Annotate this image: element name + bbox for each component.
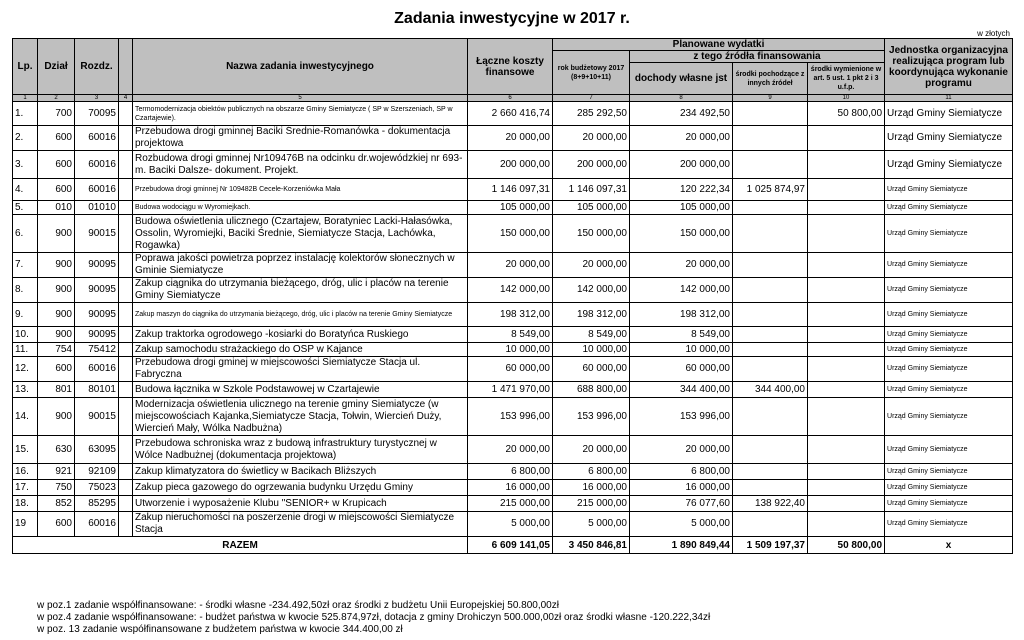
row-wymienione	[808, 480, 885, 496]
table-row	[13, 512, 1013, 537]
row-dochody: 76 077,60	[630, 496, 733, 512]
row-laczne: 5 000,00	[468, 512, 553, 537]
row-empty	[119, 436, 133, 464]
row-srodki	[733, 278, 808, 303]
row-jednostka: Urząd Gminy Siemiatycze	[885, 382, 1013, 398]
row-laczne: 200 000,00	[468, 151, 553, 179]
row-dzial: 750	[38, 480, 75, 496]
row-dochody: 150 000,00	[630, 215, 733, 253]
row-jednostka: Urząd Gminy Siemiatycze	[885, 201, 1013, 215]
row-dochody: 20 000,00	[630, 436, 733, 464]
col-number: 5	[133, 95, 468, 102]
row-lp: 19	[13, 512, 38, 537]
row-srodki: 138 922,40	[733, 496, 808, 512]
row-nazwa: Termomodernizacja obiektów publicznych na obszarze Gminy Siemiatycze ( SP w Szerszeniach, SP w Czartajewie).	[133, 102, 468, 126]
row-rozdz: 60016	[75, 151, 119, 179]
row-srodki	[733, 102, 808, 126]
row-lp: 7.	[13, 253, 38, 278]
row-laczne: 198 312,00	[468, 303, 553, 327]
row-rok: 200 000,00	[553, 151, 630, 179]
row-rok: 6 800,00	[553, 464, 630, 480]
row-rok: 20 000,00	[553, 436, 630, 464]
row-jednostka: Urząd Gminy Siemiatycze	[885, 179, 1013, 201]
row-empty	[119, 102, 133, 126]
row-wymienione	[808, 215, 885, 253]
row-dzial: 900	[38, 278, 75, 303]
row-dzial: 630	[38, 436, 75, 464]
row-srodki	[733, 327, 808, 343]
row-lp: 3.	[13, 151, 38, 179]
row-nazwa: Zakup maszyn do ciągnika do utrzymania bieżącego, dróg, ulic i placów na terenie Gminy Siemiatycze	[133, 303, 468, 327]
row-lp: 5.	[13, 201, 38, 215]
row-rok: 20 000,00	[553, 126, 630, 151]
row-jednostka: Urząd Gminy Siemiatycze	[885, 327, 1013, 343]
row-lp: 10.	[13, 327, 38, 343]
row-empty	[119, 496, 133, 512]
row-dzial: 754	[38, 343, 75, 357]
row-wymienione	[808, 327, 885, 343]
col-number: 8	[630, 95, 733, 102]
row-dzial: 600	[38, 179, 75, 201]
row-rozdz: 80101	[75, 382, 119, 398]
row-wymienione	[808, 464, 885, 480]
row-srodki: 344 400,00	[733, 382, 808, 398]
col-number: 10	[808, 95, 885, 102]
row-jednostka: Urząd Gminy Siemiatycze	[885, 151, 1013, 179]
row-laczne: 10 000,00	[468, 343, 553, 357]
row-srodki	[733, 151, 808, 179]
row-nazwa: Przebudowa drogi gminej w miejscowości Siemiatycze Stacja ul. Fabryczna	[133, 357, 468, 382]
table-row	[13, 303, 1013, 327]
row-wymienione	[808, 496, 885, 512]
row-empty	[119, 398, 133, 436]
row-rozdz: 90095	[75, 327, 119, 343]
row-rok: 153 996,00	[553, 398, 630, 436]
row-wymienione	[808, 278, 885, 303]
row-dzial: 900	[38, 327, 75, 343]
row-nazwa: Przebudowa drogi gminnej Nr 109482B Cecele-Korzeniówka Mała	[133, 179, 468, 201]
total-wymienione: 50 800,00	[808, 537, 885, 554]
header-dzial: Dział	[38, 39, 75, 95]
row-dzial: 900	[38, 215, 75, 253]
header-rok: rok budżetowy 2017 (8+9+10+11)	[553, 51, 630, 95]
row-jednostka: Urząd Gminy Siemiatycze	[885, 126, 1013, 151]
header-nazwa: Nazwa zadania inwestycyjnego	[133, 39, 468, 95]
unit-label: w złotych	[977, 29, 1010, 38]
col-number: 11	[885, 95, 1013, 102]
row-dochody: 16 000,00	[630, 480, 733, 496]
row-empty	[119, 464, 133, 480]
row-lp: 16.	[13, 464, 38, 480]
total-srodki: 1 509 197,37	[733, 537, 808, 554]
table-row	[13, 102, 1013, 126]
row-rozdz: 70095	[75, 102, 119, 126]
table-row	[13, 278, 1013, 303]
header-laczne: Łączne koszty finansowe	[468, 39, 553, 95]
row-nazwa: Budowa łącznika w Szkole Podstawowej w Czartajewie	[133, 382, 468, 398]
header-srodki: środki pochodzące z innych źródeł	[733, 63, 808, 95]
header-wymienione: środki wymienione w art. 5 ust. 1 pkt 2 i 3 u.f.p.	[808, 63, 885, 95]
row-empty	[119, 357, 133, 382]
row-laczne: 153 996,00	[468, 398, 553, 436]
row-empty	[119, 151, 133, 179]
table-row	[13, 382, 1013, 398]
row-nazwa: Modernizacja oświetlenia ulicznego na terenie gminy Siemiatycze (w miejscowościach Kajanka,Siemiatycze Stacja, Tołwin, Wiercień Duży, Wiercień Mały, Wólka Nadbużna)	[133, 398, 468, 436]
table-row	[13, 496, 1013, 512]
row-srodki	[733, 480, 808, 496]
row-dzial: 852	[38, 496, 75, 512]
row-srodki	[733, 253, 808, 278]
header-ztego: z tego źródła finansowania	[630, 51, 885, 63]
row-laczne: 1 146 097,31	[468, 179, 553, 201]
row-rok: 105 000,00	[553, 201, 630, 215]
row-jednostka: Urząd Gminy Siemiatycze	[885, 303, 1013, 327]
row-jednostka: Urząd Gminy Siemiatycze	[885, 253, 1013, 278]
row-empty	[119, 327, 133, 343]
footnotes	[37, 600, 710, 636]
row-laczne: 20 000,00	[468, 126, 553, 151]
row-wymienione	[808, 382, 885, 398]
row-dochody: 234 492,50	[630, 102, 733, 126]
row-nazwa: Zakup traktorka ogrodowego -kosiarki do Boratyńca Ruskiego	[133, 327, 468, 343]
row-dzial: 600	[38, 151, 75, 179]
footnote: w poz.4 zadanie współfinansowane: - budżet państwa w kwocie 525.874,97zł, dotacja z gminy Drohiczyn 500.000,00zł oraz środki własne -120.222,34zł	[37, 612, 711, 623]
table-row	[13, 201, 1013, 215]
row-jednostka: Urząd Gminy Siemiatycze	[885, 480, 1013, 496]
row-dochody: 120 222,34	[630, 179, 733, 201]
row-dzial: 900	[38, 303, 75, 327]
row-rok: 688 800,00	[553, 382, 630, 398]
row-nazwa: Budowa oświetlenia ulicznego (Czartajew, Boratyniec Lacki-Hałasówka, Ossolin, Wyromiejki, Baciki Średnie, Siemiatycze Stacja, Lachówka, Rogawka)	[133, 215, 468, 253]
row-lp: 15.	[13, 436, 38, 464]
row-laczne: 215 000,00	[468, 496, 553, 512]
header-empty	[119, 39, 133, 95]
col-number: 3	[75, 95, 119, 102]
row-empty	[119, 343, 133, 357]
row-nazwa: Budowa wodociągu w Wyromiejkach.	[133, 201, 468, 215]
row-wymienione: 50 800,00	[808, 102, 885, 126]
row-laczne: 60 000,00	[468, 357, 553, 382]
row-empty	[119, 480, 133, 496]
row-srodki	[733, 398, 808, 436]
row-wymienione	[808, 253, 885, 278]
footnote: w poz. 13 zadanie współfinansowane z budżetem państwa w kwocie 344.400,00 zł	[37, 624, 403, 635]
table-row	[13, 398, 1013, 436]
table-row	[13, 179, 1013, 201]
row-wymienione	[808, 126, 885, 151]
row-jednostka: Urząd Gminy Siemiatycze	[885, 343, 1013, 357]
total-rok: 3 450 846,81	[553, 537, 630, 554]
row-rozdz: 60016	[75, 126, 119, 151]
row-srodki	[733, 126, 808, 151]
row-rozdz: 60016	[75, 357, 119, 382]
row-jednostka: Urząd Gminy Siemiatycze	[885, 102, 1013, 126]
row-srodki: 1 025 874,97	[733, 179, 808, 201]
row-laczne: 8 549,00	[468, 327, 553, 343]
row-wymienione	[808, 179, 885, 201]
row-nazwa: Przebudowa schroniska wraz z budową infrastruktury turystycznej w Wólce Nadbużnej (dokumentacja projektowa)	[133, 436, 468, 464]
row-dochody: 198 312,00	[630, 303, 733, 327]
total-jednostka: x	[885, 537, 1013, 554]
row-rok: 16 000,00	[553, 480, 630, 496]
page-title: Zadania inwestycyjne w 2017 r.	[394, 10, 630, 27]
row-srodki	[733, 464, 808, 480]
row-lp: 13.	[13, 382, 38, 398]
row-wymienione	[808, 436, 885, 464]
row-lp: 1.	[13, 102, 38, 126]
col-number: 4	[119, 95, 133, 102]
row-wymienione	[808, 151, 885, 179]
table-row	[13, 126, 1013, 151]
row-rozdz: 85295	[75, 496, 119, 512]
row-lp: 11.	[13, 343, 38, 357]
row-rozdz: 01010	[75, 201, 119, 215]
row-laczne: 105 000,00	[468, 201, 553, 215]
row-nazwa: Zakup pieca gazowego do ogrzewania budynku Urzędu Gminy	[133, 480, 468, 496]
row-rozdz: 90015	[75, 398, 119, 436]
row-dochody: 60 000,00	[630, 357, 733, 382]
header-planowane: Planowane wydatki	[553, 39, 885, 51]
row-dochody: 20 000,00	[630, 126, 733, 151]
col-number: 2	[38, 95, 75, 102]
row-rozdz: 75023	[75, 480, 119, 496]
row-wymienione	[808, 357, 885, 382]
row-empty	[119, 512, 133, 537]
row-lp: 18.	[13, 496, 38, 512]
row-rok: 198 312,00	[553, 303, 630, 327]
row-dzial: 700	[38, 102, 75, 126]
row-laczne: 16 000,00	[468, 480, 553, 496]
row-lp: 9.	[13, 303, 38, 327]
row-nazwa: Zakup samochodu strażackiego do OSP w Kajance	[133, 343, 468, 357]
row-lp: 8.	[13, 278, 38, 303]
row-jednostka: Urząd Gminy Siemiatycze	[885, 464, 1013, 480]
row-laczne: 150 000,00	[468, 215, 553, 253]
header-dochody: dochody własne jst	[630, 63, 733, 95]
header-jednostka: Jednostka organizacyjna realizująca program lub koordynująca wykonanie programu	[885, 39, 1013, 95]
footnote: w poz.1 zadanie współfinansowane: - środki własne -234.492,50zł oraz środki z budżetu Unii Europejskiej 50.800,00zł	[37, 600, 559, 611]
table-row	[13, 343, 1013, 357]
header-rozdz: Rozdz.	[75, 39, 119, 95]
row-wymienione	[808, 343, 885, 357]
column-numbers-row	[13, 95, 1013, 102]
row-dochody: 142 000,00	[630, 278, 733, 303]
row-rozdz: 63095	[75, 436, 119, 464]
row-rok: 20 000,00	[553, 253, 630, 278]
col-number: 6	[468, 95, 553, 102]
total-laczne: 6 609 141,05	[468, 537, 553, 554]
row-srodki	[733, 201, 808, 215]
table-row	[13, 151, 1013, 179]
row-rozdz: 90015	[75, 215, 119, 253]
row-nazwa: Przebudowa drogi gminnej Baciki Średnie-Romanówka - dokumentacja projektowa	[133, 126, 468, 151]
row-empty	[119, 303, 133, 327]
total-label: RAZEM	[13, 537, 468, 554]
investment-table	[12, 38, 1013, 554]
table-row	[13, 357, 1013, 382]
table-row	[13, 436, 1013, 464]
row-dzial: 600	[38, 512, 75, 537]
row-laczne: 20 000,00	[468, 436, 553, 464]
table-row	[13, 327, 1013, 343]
row-empty	[119, 382, 133, 398]
row-rok: 5 000,00	[553, 512, 630, 537]
row-rok: 60 000,00	[553, 357, 630, 382]
row-rozdz: 90095	[75, 278, 119, 303]
row-dochody: 10 000,00	[630, 343, 733, 357]
row-laczne: 6 800,00	[468, 464, 553, 480]
row-laczne: 1 471 970,00	[468, 382, 553, 398]
row-jednostka: Urząd Gminy Siemiatycze	[885, 357, 1013, 382]
row-empty	[119, 201, 133, 215]
row-rozdz: 90095	[75, 303, 119, 327]
row-dochody: 6 800,00	[630, 464, 733, 480]
row-jednostka: Urząd Gminy Siemiatycze	[885, 512, 1013, 537]
row-dochody: 20 000,00	[630, 253, 733, 278]
row-rok: 1 146 097,31	[553, 179, 630, 201]
row-srodki	[733, 343, 808, 357]
row-wymienione	[808, 201, 885, 215]
row-jednostka: Urząd Gminy Siemiatycze	[885, 278, 1013, 303]
row-nazwa: Rozbudowa drogi gminnej Nr109476B na odcinku dr.wojewódzkiej nr 693-m. Baciki Dalsze- dokument. Projekt.	[133, 151, 468, 179]
table-row	[13, 215, 1013, 253]
row-jednostka: Urząd Gminy Siemiatycze	[885, 215, 1013, 253]
row-lp: 17.	[13, 480, 38, 496]
row-dzial: 600	[38, 357, 75, 382]
row-rozdz: 92109	[75, 464, 119, 480]
row-dochody: 8 549,00	[630, 327, 733, 343]
table-row	[13, 253, 1013, 278]
row-empty	[119, 278, 133, 303]
row-dochody: 200 000,00	[630, 151, 733, 179]
row-dzial: 921	[38, 464, 75, 480]
row-dzial: 600	[38, 126, 75, 151]
row-lp: 6.	[13, 215, 38, 253]
row-laczne: 2 660 416,74	[468, 102, 553, 126]
row-nazwa: Zakup klimatyzatora do świetlicy w Bacikach Bliższych	[133, 464, 468, 480]
row-nazwa: Utworzenie i wyposażenie Klubu "SENIOR+ w Krupicach	[133, 496, 468, 512]
row-jednostka: Urząd Gminy Siemiatycze	[885, 496, 1013, 512]
row-nazwa: Zakup nieruchomości na poszerzenie drogi w miejscowości Siemiatycze Stacja	[133, 512, 468, 537]
row-rozdz: 60016	[75, 512, 119, 537]
row-rozdz: 75412	[75, 343, 119, 357]
row-nazwa: Poprawa jakości powietrza poprzez instalację kolektorów słonecznych w Gminie Siemiatycze	[133, 253, 468, 278]
row-rok: 10 000,00	[553, 343, 630, 357]
row-rok: 142 000,00	[553, 278, 630, 303]
total-row	[13, 537, 1013, 554]
row-lp: 2.	[13, 126, 38, 151]
row-srodki	[733, 215, 808, 253]
row-jednostka: Urząd Gminy Siemiatycze	[885, 398, 1013, 436]
row-dzial: 900	[38, 253, 75, 278]
row-empty	[119, 253, 133, 278]
col-number: 1	[13, 95, 38, 102]
row-dochody: 153 996,00	[630, 398, 733, 436]
row-rozdz: 60016	[75, 179, 119, 201]
row-rok: 215 000,00	[553, 496, 630, 512]
total-dochody: 1 890 849,44	[630, 537, 733, 554]
row-rok: 8 549,00	[553, 327, 630, 343]
row-srodki	[733, 303, 808, 327]
col-number: 7	[553, 95, 630, 102]
row-dochody: 344 400,00	[630, 382, 733, 398]
row-dzial: 900	[38, 398, 75, 436]
row-dzial: 801	[38, 382, 75, 398]
row-empty	[119, 215, 133, 253]
header-lp: Lp.	[13, 39, 38, 95]
row-rok: 150 000,00	[553, 215, 630, 253]
row-dochody: 105 000,00	[630, 201, 733, 215]
col-number: 9	[733, 95, 808, 102]
row-dochody: 5 000,00	[630, 512, 733, 537]
row-nazwa: Zakup ciągnika do utrzymania bieżącego, dróg, ulic i placów na terenie Gminy Siemiatycze	[133, 278, 468, 303]
row-lp: 14.	[13, 398, 38, 436]
row-wymienione	[808, 398, 885, 436]
row-jednostka: Urząd Gminy Siemiatycze	[885, 436, 1013, 464]
row-lp: 12.	[13, 357, 38, 382]
table-row	[13, 464, 1013, 480]
row-empty	[119, 179, 133, 201]
row-wymienione	[808, 512, 885, 537]
row-laczne: 20 000,00	[468, 253, 553, 278]
row-wymienione	[808, 303, 885, 327]
row-empty	[119, 126, 133, 151]
row-dzial: 010	[38, 201, 75, 215]
row-lp: 4.	[13, 179, 38, 201]
table-row	[13, 480, 1013, 496]
row-rok: 285 292,50	[553, 102, 630, 126]
row-srodki	[733, 357, 808, 382]
row-srodki	[733, 436, 808, 464]
row-laczne: 142 000,00	[468, 278, 553, 303]
row-srodki	[733, 512, 808, 537]
row-rozdz: 90095	[75, 253, 119, 278]
